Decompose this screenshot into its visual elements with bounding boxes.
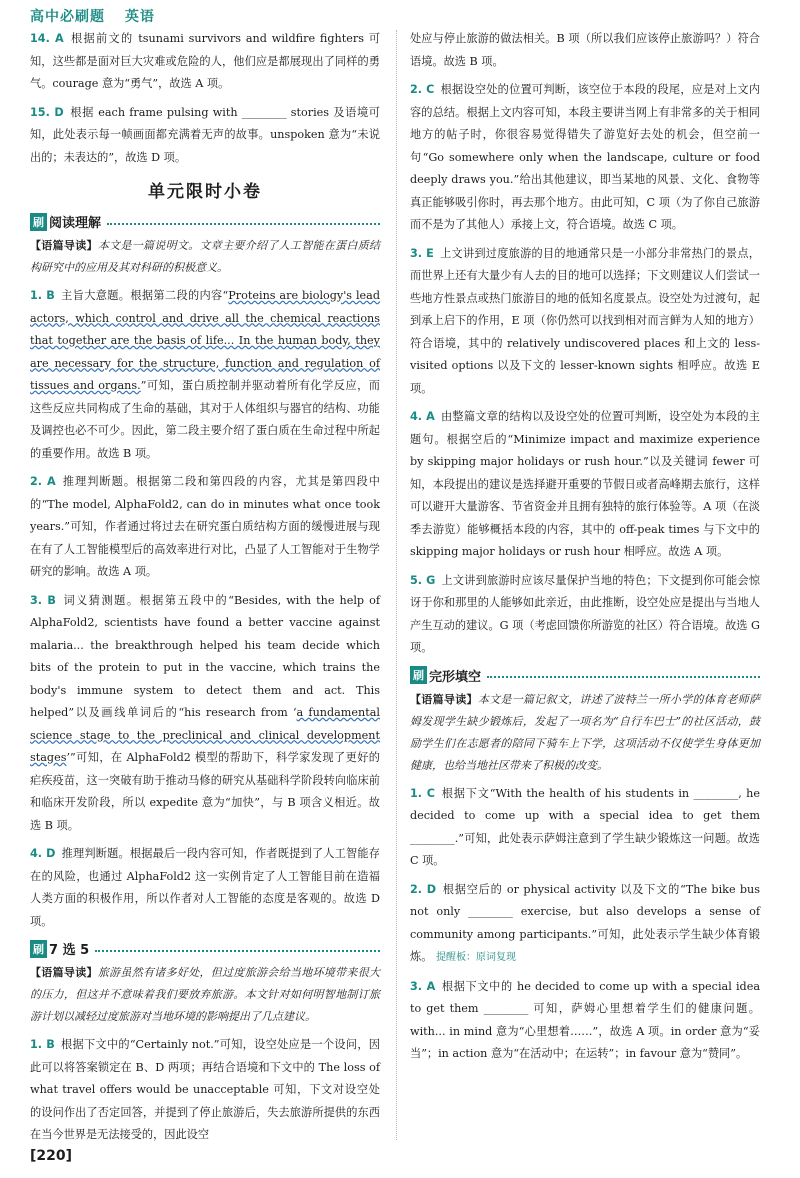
section-label: 7 选 5 [49, 943, 90, 958]
tip-note: 提醒板：原词复现 [435, 952, 516, 963]
section-heading-cloze [410, 666, 760, 685]
answer-item: 1. C 根据下文“With the health of his students in ________, he decided to come up with a special idea to get them ________.”可知，此处表示萨姆注意到了学生缺少锻炼这一问题。故选 C 项。 [410, 786, 760, 867]
left-column [30, 28, 380, 1153]
page-number: [220] [30, 1148, 73, 1164]
passage-intro: 【语篇导读】本文是一篇说明文。文章主要介绍了人工智能在蛋白质结构研究中的应用及其对科研的积极意义。 [30, 239, 381, 274]
passage-intro: 【语篇导读】旅游虽然有诸多好处，但过度旅游会给当地环境带来很大的压力，但这并不意味着我们要放弃旅游。本文针对如何明智地制订旅游计划以减轻过度旅游对当地环境的影响提出了几点建议。 [30, 966, 381, 1023]
section-label: 阅读理解 [49, 216, 102, 231]
dotted-rule [107, 223, 380, 225]
answer-item: 1. B 根据下文中的“Certainly not.”可知，设空处应是一个设问，因此可以将答案锁定在 B、D 两项；再结合语境和下文中的 The loss of what travel offers would be unacceptable 可知，下文对设空处的设问作出了否定回答，并提到了停止旅游后，失去旅游所提供的东西在当今世界是无法接受的，因此设空 [30, 1038, 380, 1141]
answer-item: 15. D 根据 each frame pulsing with ________ stories 及语境可知，此处表示每一帧画面都充满着无声的故事。unspoken 意为“未说出的；未表达的”，故选 D 项。 [30, 105, 380, 164]
section-badge: 刷 [30, 213, 47, 231]
answer-item: 4. D 推理判断题。根据最后一段内容可知，作者既提到了人工智能存在的风险，也通过 AlphaFold2 这一实例肯定了人工智能目前在造福人类方面的积极作用，所以作者对人工智能的态度是客观的。故选 D 项。 [30, 847, 380, 928]
dotted-rule [487, 676, 760, 678]
section-label: 完形填空 [429, 669, 482, 685]
column-divider [396, 30, 397, 1140]
page-header [30, 6, 169, 26]
passage-intro: 【语篇导读】本文是一篇记叙文，讲述了波特兰一所小学的体育老师萨姆发现学生缺少锻炼后，发起了一项名为“自行车巴士”的社区活动，鼓励学生们在志愿者的陪同下骑车上下学，这项活动不仅使学生身体更加健康，也给当地社区带来了积极的改变。 [410, 692, 761, 772]
answer-item: 3. A 根据下文中的 he decided to come up with a special idea to get them ________ 可知，萨姆心里想着学生们的健康问题。with... in mind 意为“心里想着……”，故选 A 项。in order 意为“妥当”；in action 意为“在活动中；在运转”；in favour 意为“赞同”。 [410, 979, 760, 1060]
answer-item: 3. B 词义猜测题。根据第五段中的“Besides, with the help of AlphaFold2, scientists have found a better vaccine against malaria... the breakthrough helped his team decide which bits of the protein to put in the vaccine, which trains the body's immune system to detect them and act. This helped”以及画线单词后的“his research from ‘a fundamental science stage to the preclinical and clinical development stages’”可知，在 AlphaFold2 模型的帮助下，科学家发现了更好的疟疾疫苗，这一突破有助于推动马修的研究从基础科学阶段转向临床前和临床开发阶段，所以 expedite 意为“加快”，与 B 项含义相近。故选 B 项。 [30, 593, 380, 832]
section-heading-reading [30, 212, 380, 231]
answer-item: 2. D 根据空后的 or physical activity 以及下文的“The bike bus not only ________ exercise, but also develops a sense of community among participants.”可知，此处表示学生缺少体育锻炼。 提醒板：原词复现 [410, 882, 761, 963]
answer-item: 4. A 由整篇文章的结构以及设空处的位置可判断，设空处为本段的主题句。根据空后的“Minimize impact and maximize experience by skipping major holidays or rush hour.”以及关键词 fewer 可知，本段提出的建议是选择避开重要的节假日或者高峰期去旅行，这样可以避开大量游客、节省资金并且拥有独特的旅行体验等。A 项（在淡季去游览）能够概括本段的内容，其中的 off-peak times 与下文中的 skipping major holidays or rush hour 相呼应。故选 A 项。 [410, 410, 760, 558]
answer-item: 5. G 上文讲到旅游时应该尽量保护当地的特色；下文提到你可能会惊讶于你和那里的人能够如此亲近，由此推断，设空处应是提出与当地人产生互动的建议。G 项（考虑回馈你所游览的社区）符合语境。故选 G 项。 [410, 573, 760, 654]
unit-title: 单元限时小卷 [148, 182, 262, 202]
answer-item: 处应与停止旅游的做法相关。B 项（所以我们应该停止旅游吗？）符合语境。故选 B 项。 [410, 32, 760, 68]
answer-item: 1. B 主旨大意题。根据第二段的内容“Proteins are biology's lead actors, which control and drive all the chemical reactions that together are the basis of life... In the human body, they are necessary for the structure, function and regulation of tissues and organs.”可知，蛋白质控制并驱动着所有化学反应，而这些反应共同构成了生命的基础，其对于人体组织与器官的结构、功能及调控也必不可少。因此，第二段主要介绍了蛋白质在生命过程中所起的重要作用。故选 B 项。 [30, 289, 380, 460]
subject-title: 英语 [124, 9, 155, 25]
section-badge: 刷 [410, 666, 427, 684]
dotted-rule [95, 950, 380, 952]
answer-item: 2. C 根据设空处的位置可判断，该空位于本段的段尾，应是对上文内容的总结。根据上文内容可知，本段主要讲当网上有非常多的关于相同地方的帖子时，你很容易觉得错失了游览好去处的机会，但空前一句“Go somewhere only when the landscape, culture or food deeply draws you.”给出其他建议，即当某地的风景、文化、食物等真正能够吸引你时，再去那个地方。由此可知，C 项（为了你自己旅游而不是为了其他人）承接上文，符合语境。故选 C 项。 [410, 83, 760, 231]
answer-item: 3. E 上文讲到过度旅游的目的地通常只是一小部分非常热门的景点，而世界上还有大量少有人去的目的地可以选择；下文则建议人们尝试一些地方性景点或热门旅游目的地的低知名度景点。设空处为过渡句，起到承上启下的作用，E 项（你仍然可以找到相对而言鲜为人知的地方）符合语境，其中的 relatively undiscovered places 和上文的 less-visited options 以及下文的 lesser-known sights 相呼应。故选 E 项。 [410, 246, 760, 395]
answer-item: 14. A 根据前文的 tsunami survivors and wildfire fighters 可知，这些都是面对巨大灾难或危险的人，他们应是都展现出了同样的勇气。courage 意为“勇气”，故选 A 项。 [30, 32, 381, 90]
answer-item: 2. A 推理判断题。根据第二段和第四段的内容，尤其是第四段中的“The model, AlphaFold2, can do in minutes what once took years.”可知，作者通过将过去在研究蛋白质结构方面的缓慢进展与现在有了人工智能模型后的高效率进行对比，凸显了人工智能对于生物学研究的影响。故选 A 项。 [30, 475, 380, 578]
right-column [410, 28, 760, 1072]
section-heading-seven [30, 939, 380, 958]
section-badge: 刷 [30, 940, 47, 958]
book-title: 高中必刷题 [30, 9, 105, 25]
